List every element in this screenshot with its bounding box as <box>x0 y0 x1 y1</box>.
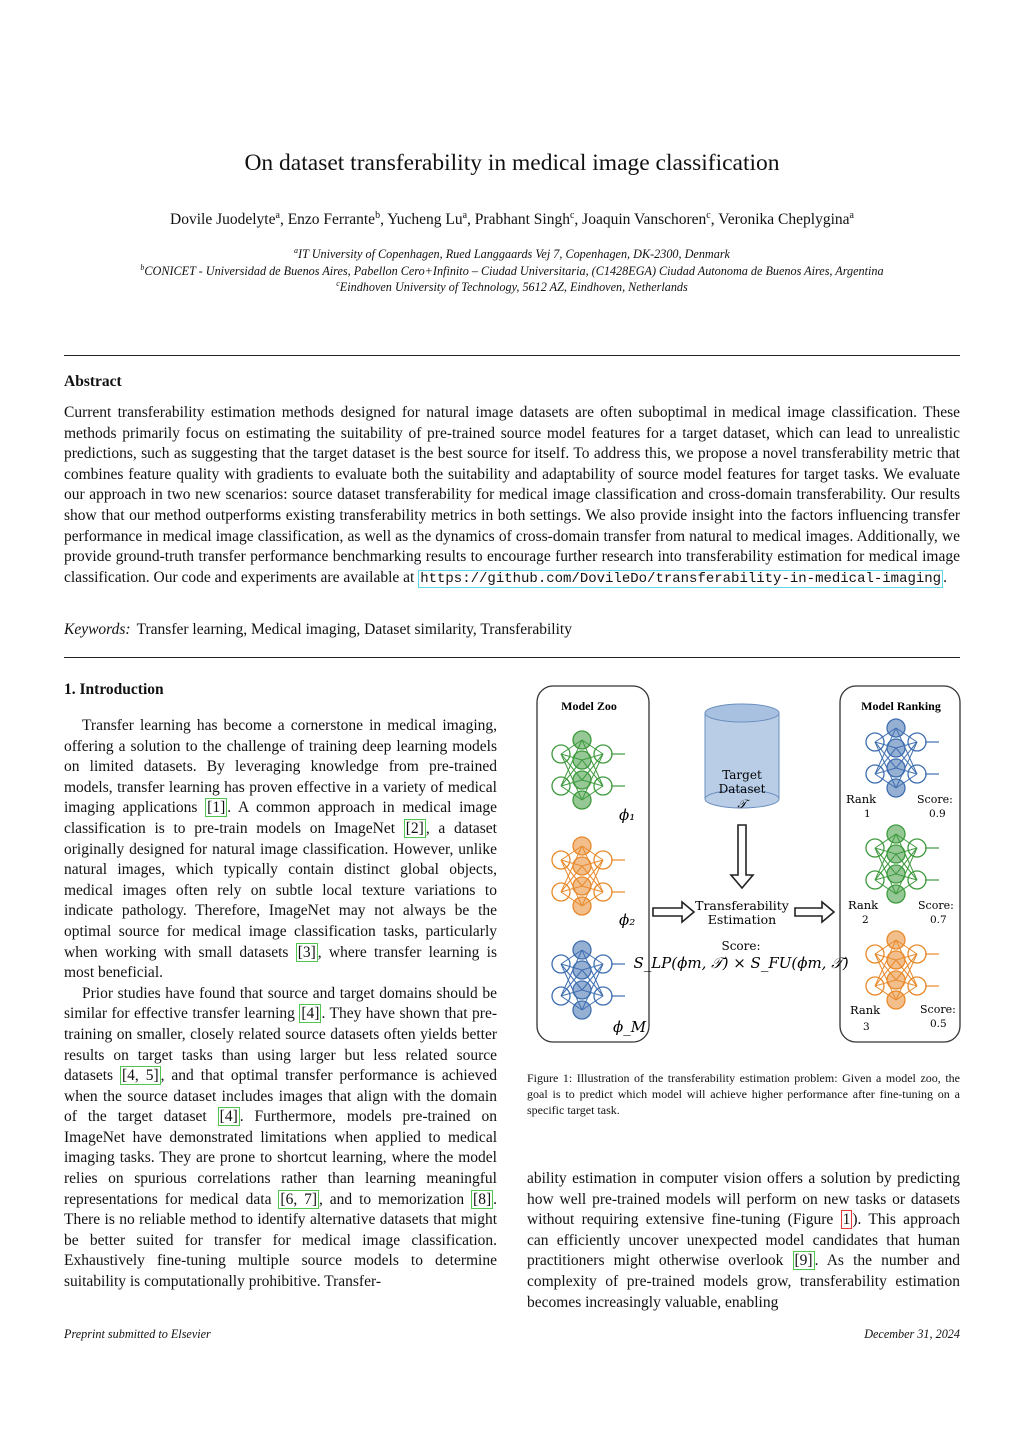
citation-link[interactable]: [6, 7] <box>280 1190 318 1208</box>
paragraph: Transfer learning has become a cornerstone in medical imaging, offering a solution to the challenge of training deep learning models on limited datasets. By leveraging knowledge from pre-trained models, transfer learning has proven effective in a variety of medical imaging applications [1] . A common approach in medical image classification is to pre-train models on ImageNet [2] , a dataset originally designed for natural image classification. However, unlike natural images, which typically contain distinct global objects, medical images often rely on subtle local texture variations to indicate pathology. Therefore, ImageNet may not always be the optimal source for medical image classification tasks, particularly when working with small datasets [3] , where transfer learning is most beneficial. <box>64 717 497 982</box>
figure-ref-link[interactable]: 1 <box>842 1211 851 1229</box>
network-icon <box>552 731 625 809</box>
network-icon <box>866 931 939 1009</box>
author: Enzo Ferrante$^b$ <box>287 210 381 229</box>
network-icon <box>866 825 939 903</box>
author: Yucheng Lu$^a$ <box>387 210 468 229</box>
dataset-label: Dataset <box>718 782 766 796</box>
rank-score: 0.7 <box>930 914 947 926</box>
author: Joaquin Vanschoren$^c$ <box>582 210 711 229</box>
divider <box>64 657 960 658</box>
target-label: Target <box>722 768 762 782</box>
model-zoo-label: Model Zoo <box>561 699 617 713</box>
network-icon <box>866 719 939 797</box>
code-repo-link[interactable]: https://github.com/DovileDo/transferability-in-medical-imaging <box>420 570 942 587</box>
right-arrow <box>653 902 694 922</box>
rank-score-label: Score: <box>920 1003 956 1016</box>
divider <box>64 355 960 356</box>
keywords: Keywords: Transfer learning, Medical imaging, Dataset similarity, Transferability <box>64 621 572 638</box>
affiliation: $^c$Eindhoven University of Technology, 5612 AZ, Eindhoven, Netherlands <box>336 279 688 295</box>
phiM-label: ϕ_M <box>613 1018 647 1036</box>
author: Dovile Juodelyte$^a$ <box>170 210 280 229</box>
paragraph: Prior studies have found that source and target domains should be similar for effective transfer learning [4] . They have shown that pre-training on smaller, closely related source datasets often yields better results on target tasks than using larger but less related source datasets [4, 5] , and that optimal transfer performance is achieved when the source dataset includes images that align with the domain of the target dataset [4] . Furthermore, models pre-trained on ImageNet have demonstrated limitations when applied to medical imaging tasks. They are prone to shortcut learning, where the model relies on spurious correlations rather than learning meaningful representations for medical data [6, 7] , and to memorization [8] . There is no reliable method to identify alternative datasets that might be better suited for transfer for medical image classification. Exhaustively fine-tuning multiple source models to determine suitability is computationally prohibitive. Transfer- <box>64 984 497 1291</box>
rank-label: Rank <box>850 1003 881 1017</box>
abstract-heading: Abstract <box>64 373 122 390</box>
rank-label: Rank <box>846 792 877 806</box>
score-label: Score: <box>721 939 761 953</box>
rank-score: 0.9 <box>929 808 946 820</box>
citation-link[interactable]: [9] <box>794 1252 813 1270</box>
rank-value: 3 <box>863 1021 870 1033</box>
citation-link[interactable]: [3] <box>297 943 316 961</box>
citation-link[interactable]: [4, 5] <box>122 1067 159 1085</box>
citation-link[interactable]: [4] <box>219 1108 238 1126</box>
author-list: Dovile Juodelyte$^a$, Enzo Ferrante$^b$, Yucheng Lu$^a$, Prabhant Singh$^c$, Joaquin Vanschoren$^c$, Veronika Cheplygina$^a$ <box>170 210 854 229</box>
network-icon <box>552 941 625 1019</box>
citation-link[interactable]: [2] <box>405 819 424 837</box>
score-formula: S_LP(ϕm, 𝒯) × S_FU(ϕm, 𝒯) <box>633 954 849 972</box>
intro-right-column <box>527 1169 960 1313</box>
rank-value: 1 <box>864 808 871 820</box>
citation-link[interactable]: [1] <box>207 799 226 817</box>
section-heading: 1. Introduction <box>64 681 164 698</box>
citation-link[interactable]: [4] <box>301 1005 320 1023</box>
figure-transferability-diagram <box>527 680 967 1050</box>
rank-label: Rank <box>848 898 879 912</box>
target-symbol: 𝒯 <box>737 797 747 811</box>
paper-title: On dataset transferability in medical image classification <box>244 150 780 176</box>
footer-journal: Preprint submitted to Elsevier <box>64 1327 211 1341</box>
estimation-label-2: Estimation <box>707 912 777 927</box>
model-ranking-label: Model Ranking <box>861 699 941 713</box>
down-arrow <box>731 825 753 888</box>
paragraph: ability estimation in computer vision offers a solution by predicting how well pre-trained models will perform on new tasks or datasets without requiring extensive fine-tuning (Figure 1 ). This approach can efficiently uncover unexpected model candidates that human practitioners might otherwise overlook [9] . As the number and complexity of pre-trained models grow, transferability estimation becomes increasingly valuable, enabling <box>527 1170 960 1311</box>
rank-value: 2 <box>862 914 869 926</box>
affiliation: $^a$IT University of Copenhagen, Rued Langgaards Vej 7, Copenhagen, DK-2300, Denmark <box>294 246 730 262</box>
figure-caption: Figure 1: Illustration of the transferability estimation problem: Given a model zoo, the goal is to predict which model will achieve higher performance after fine-tuning on a specific target task. <box>527 1071 960 1117</box>
network-icon <box>552 837 625 915</box>
rank-score-label: Score: <box>917 793 953 806</box>
model-zoo-panel <box>537 686 649 1042</box>
right-arrow <box>795 902 834 922</box>
footer-date: December 31, 2024 <box>864 1327 960 1341</box>
estimation-label-1: Transferability <box>695 898 789 913</box>
author: Veronika Cheplygina$^a$ <box>718 210 854 229</box>
citation-link[interactable]: [8] <box>473 1190 492 1208</box>
rank-score: 0.5 <box>930 1018 947 1030</box>
intro-left-column <box>64 716 497 1293</box>
rank-score-label: Score: <box>918 899 954 912</box>
abstract-body: Current transferability estimation methods designed for natural image datasets are often suboptimal in medical image classification. These methods primarily focus on estimating the suitability of pre-trained source model features for a target dataset, which can lead to unrealistic predictions, such as suggesting that the target dataset is the best source for itself. To address this, we propose a novel transferability metric that combines feature quality with gradients to evaluate both the suitability and adaptability of source model features for target tasks. We evaluate our approach in two new scenarios: source dataset transferability for medical image classification and cross-domain transferability. Our results show that our method outperforms existing transferability metrics in both settings. We also provide insight into the factors influencing transfer performance in medical image classification, as well as the dynamics of cross-domain transfer from natural to medical images. Additionally, we provide ground-truth transfer performance benchmarking results to encourage further research into transferability estimation for medical image classification. Our code and experiments are available at https://github.com/DovileDo/transferability-in-medical-imaging . <box>64 404 960 587</box>
phi1-label: ϕ₁ <box>619 806 636 824</box>
affiliation: $^b$CONICET - Universidad de Buenos Aires, Pabellon Cero+Infinito – Ciudad Universitaria, (C1428EGA) Ciudad Autonoma de Buenos Aires, Argentina <box>140 263 884 279</box>
phi2-label: ϕ₂ <box>619 911 636 929</box>
author: Prabhant Singh$^c$ <box>474 210 575 229</box>
